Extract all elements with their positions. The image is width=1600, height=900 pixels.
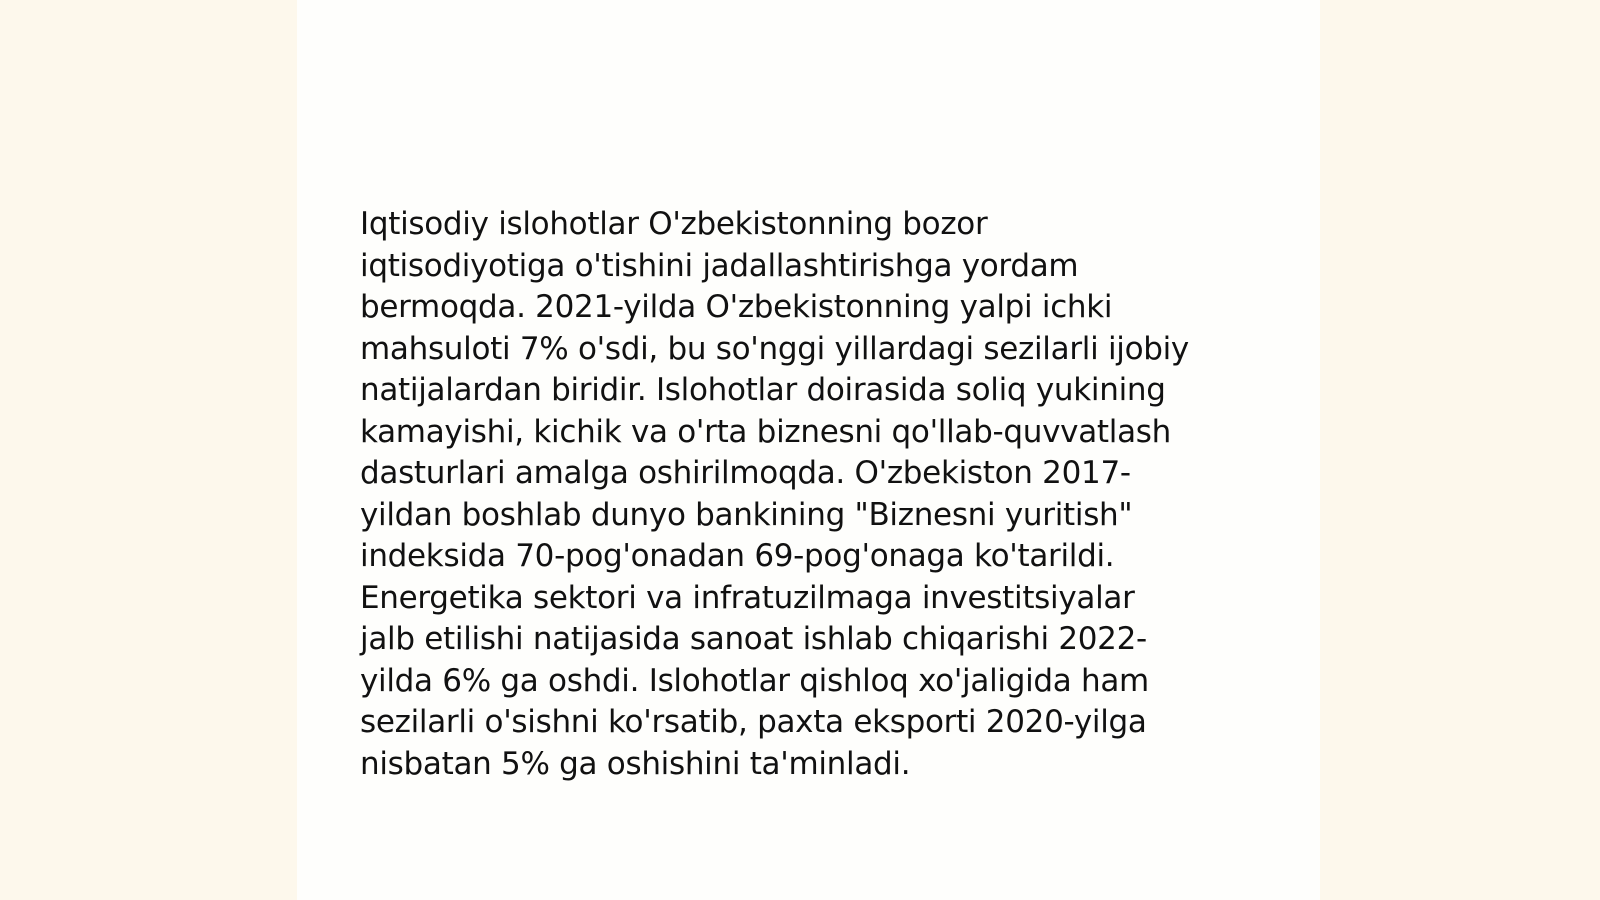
document-page — [297, 0, 1320, 900]
body-paragraph: Iqtisodiy islohotlar O'zbekistonning bozor iqtisodiyotiga o'tishini jadallashtirishga yordam bermoqda. 2021-yilda O'zbekistonning yalpi ichki mahsuloti 7% o'sdi, bu so'nggi yillardagi sezilarli ijobiy natijalardan biridir. Islohotlar doirasida soliq yukining kamayishi, kichik va o'rta biznesni qo'llab-quvvatlash dasturlari amalga oshirilmoqda. O'zbekiston 2017- yildan boshlab dunyo bankining "Biznesni yuritish" indeksida 70-pog'onadan 69-pog'onaga ko'tarildi. Energetika sektori va infratuzilmaga investitsiyalar jalb etilishi natijasida sanoat ishlab chiqarishi 2022- yilda 6% ga oshdi. Islohotlar qishloq xo'jaligida ham sezilarli o'sishni ko'rsatib, paxta eksporti 2020-yilga nisbatan 5% ga oshishini ta'minladi. — [360, 206, 1189, 782]
